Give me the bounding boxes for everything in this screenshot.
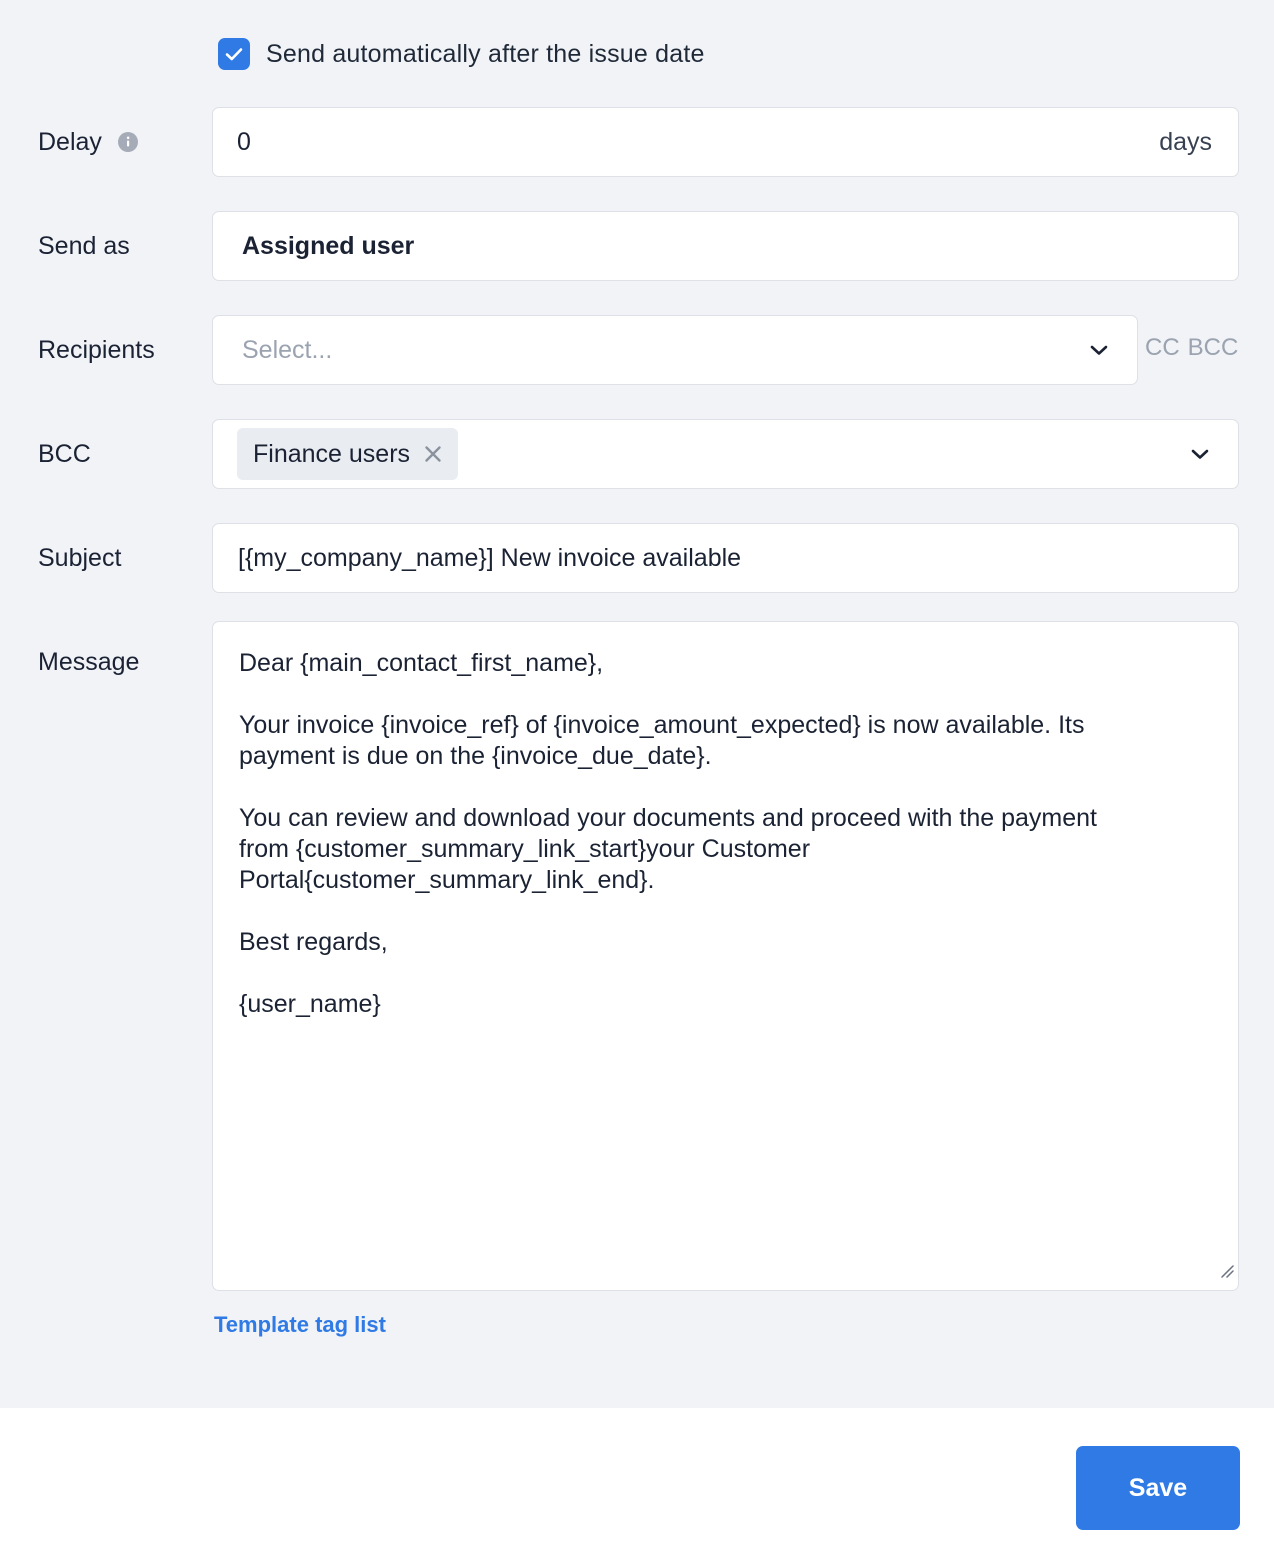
bcc-select[interactable]: [212, 419, 1239, 489]
recipients-select[interactable]: [212, 315, 1138, 385]
message-line: Portal{customer_summary_link_end}.: [239, 866, 655, 894]
auto-send-checkbox[interactable]: [218, 38, 250, 70]
close-icon[interactable]: [424, 445, 442, 463]
bcc-chip-label: Finance users: [253, 439, 411, 468]
delay-input[interactable]: 0: [237, 127, 251, 156]
recipients-label: Recipients: [38, 335, 155, 364]
message-line: Dear {main_contact_first_name},: [239, 649, 604, 677]
delay-label-row: [38, 107, 138, 177]
message-label-row: [38, 627, 139, 697]
message-line: from {customer_summary_link_start}your Customer: [239, 835, 811, 863]
chevron-down-icon[interactable]: [1089, 344, 1109, 356]
bcc-toggle[interactable]: BCC: [1187, 334, 1239, 361]
info-icon[interactable]: [118, 132, 138, 152]
recipients-label-row: [38, 315, 155, 385]
send-as-label-row: [38, 211, 130, 281]
message-line: [239, 679, 1212, 710]
cc-bcc-toggles: [1145, 334, 1238, 366]
message-line: [239, 896, 1212, 927]
message-line: payment is due on the {invoice_due_date}.: [239, 742, 712, 770]
subject-field[interactable]: [212, 523, 1239, 593]
subject-label: Subject: [38, 543, 122, 572]
auto-send-label[interactable]: Send automatically after the issue date: [266, 39, 705, 68]
message-line: [239, 958, 1212, 989]
delay-field[interactable]: [212, 107, 1239, 177]
subject-label-row: [38, 523, 121, 593]
resize-handle-icon[interactable]: [1220, 1255, 1234, 1286]
chevron-down-icon[interactable]: [1190, 448, 1210, 460]
bcc-label-row: [38, 419, 91, 489]
message-line: [239, 772, 1212, 803]
message-line: Best regards,: [239, 928, 388, 956]
message-textarea[interactable]: [212, 621, 1239, 1291]
checkmark-icon: [225, 47, 243, 61]
send-as-value: Assigned user: [242, 231, 415, 260]
auto-send-row: [218, 38, 705, 70]
bcc-chip: [237, 428, 458, 480]
delay-label: Delay: [38, 127, 102, 156]
message-label: Message: [38, 647, 140, 676]
send-as-label: Send as: [38, 231, 130, 260]
save-button[interactable]: Save: [1076, 1446, 1240, 1530]
delay-unit: days: [1159, 127, 1212, 156]
message-line: Your invoice {invoice_ref} of {invoice_amount_expected} is now available. Its: [239, 711, 1085, 739]
recipients-placeholder: Select...: [242, 335, 333, 364]
message-line: {user_name}: [239, 990, 381, 1018]
bcc-label: BCC: [38, 439, 91, 468]
send-as-select[interactable]: [212, 211, 1239, 281]
cc-toggle[interactable]: CC: [1145, 334, 1180, 361]
message-line: You can review and download your documents and proceed with the payment: [239, 804, 1097, 832]
template-tag-list-link[interactable]: Template tag list: [214, 1312, 386, 1337]
subject-input[interactable]: [{my_company_name}] New invoice available: [238, 543, 742, 572]
